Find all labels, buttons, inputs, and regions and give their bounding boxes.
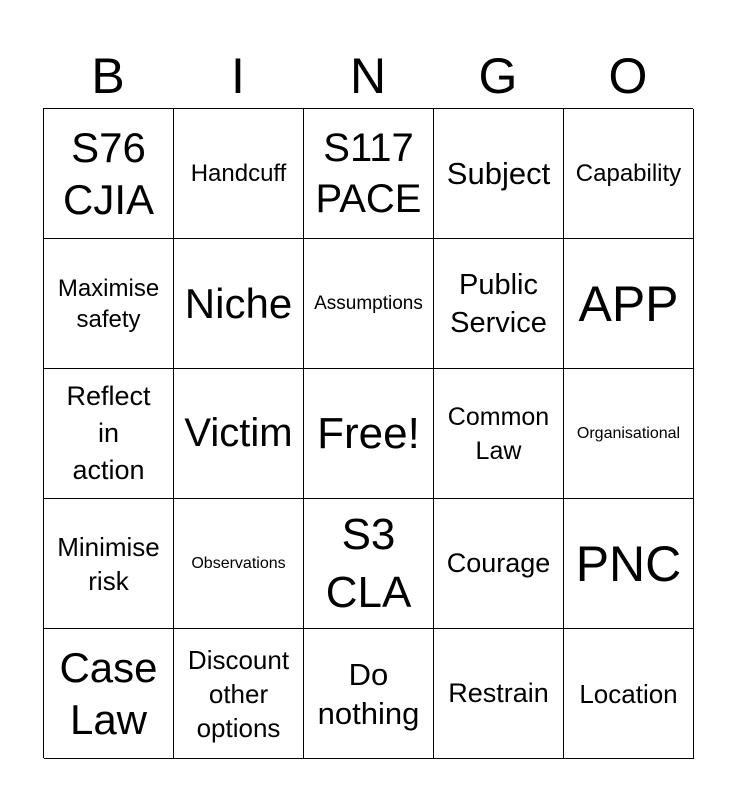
cell-text: Maximise safety: [57, 274, 160, 333]
bingo-cell-r5-c5[interactable]: [564, 629, 694, 759]
bingo-cell-r4-c4[interactable]: [434, 499, 564, 629]
bingo-cell-r2-c5[interactable]: [564, 239, 694, 369]
cell-text: PNC: [575, 535, 682, 592]
header-letter-n: N: [349, 48, 387, 104]
bingo-cell-r5-c2[interactable]: [174, 629, 304, 759]
cell-text: APP: [578, 275, 679, 332]
bingo-cell-r4-c1[interactable]: [44, 499, 174, 629]
bingo-cell-r1-c3[interactable]: [304, 109, 434, 239]
cell-text: Restrain: [448, 678, 549, 708]
cell-text: S3 CLA: [325, 509, 412, 617]
bingo-cell-r1-c1[interactable]: [44, 109, 174, 239]
bingo-cell-r3-c5[interactable]: [564, 369, 694, 499]
cell-text: S76 CJIA: [62, 123, 154, 223]
cell-text: Location: [579, 678, 678, 709]
cell-text: Courage: [446, 548, 551, 578]
bingo-cell-r4-c2[interactable]: [174, 499, 304, 629]
header-letter-g: G: [478, 48, 518, 104]
cell-text: Victim: [184, 411, 293, 455]
bingo-cell-r4-c5[interactable]: [564, 499, 694, 629]
bingo-header: [43, 44, 693, 108]
header-letter-b: B: [91, 48, 125, 104]
bingo-cell-r1-c5[interactable]: [564, 109, 694, 239]
bingo-cell-r2-c4[interactable]: [434, 239, 564, 369]
bingo-cell-r1-c2[interactable]: [174, 109, 304, 239]
cell-text: Do nothing: [317, 656, 420, 731]
bingo-cell-r5-c1[interactable]: [44, 629, 174, 759]
cell-text: Assumptions: [314, 293, 423, 314]
bingo-cell-r2-c1[interactable]: [44, 239, 174, 369]
bingo-cell-r3-c1[interactable]: [44, 369, 174, 499]
cell-text: Case Law: [59, 643, 158, 743]
cell-text: Common Law: [447, 402, 550, 465]
bingo-cell-r5-c3[interactable]: [304, 629, 434, 759]
cell-text: Subject: [446, 156, 551, 191]
header-letter-i: I: [231, 48, 245, 104]
cell-text: Organisational: [576, 425, 681, 442]
bingo-cell-r3-c2[interactable]: [174, 369, 304, 499]
bingo-cell-r2-c2[interactable]: [174, 239, 304, 369]
bingo-cell-r1-c4[interactable]: [434, 109, 564, 239]
bingo-board: [43, 108, 693, 758]
cell-text: Niche: [184, 279, 293, 327]
bingo-cell-r4-c3[interactable]: [304, 499, 434, 629]
cell-text: Capability: [575, 160, 682, 187]
cell-text: Public Service: [450, 268, 547, 339]
header-letter-o: O: [608, 48, 648, 104]
cell-text: S117 PACE: [315, 125, 422, 221]
cell-text: Observations: [191, 555, 286, 572]
cell-text: Minimise risk: [57, 531, 160, 596]
cell-text: Reflect in action: [66, 381, 151, 485]
cell-text: Handcuff: [190, 160, 287, 187]
bingo-cell-r3-c3[interactable]: [304, 369, 434, 499]
cell-text: Discount other options: [187, 644, 290, 743]
bingo-cell-r2-c3[interactable]: [304, 239, 434, 369]
cell-text: Free!: [317, 408, 420, 458]
bingo-cell-r5-c4[interactable]: [434, 629, 564, 759]
bingo-cell-r3-c4[interactable]: [434, 369, 564, 499]
